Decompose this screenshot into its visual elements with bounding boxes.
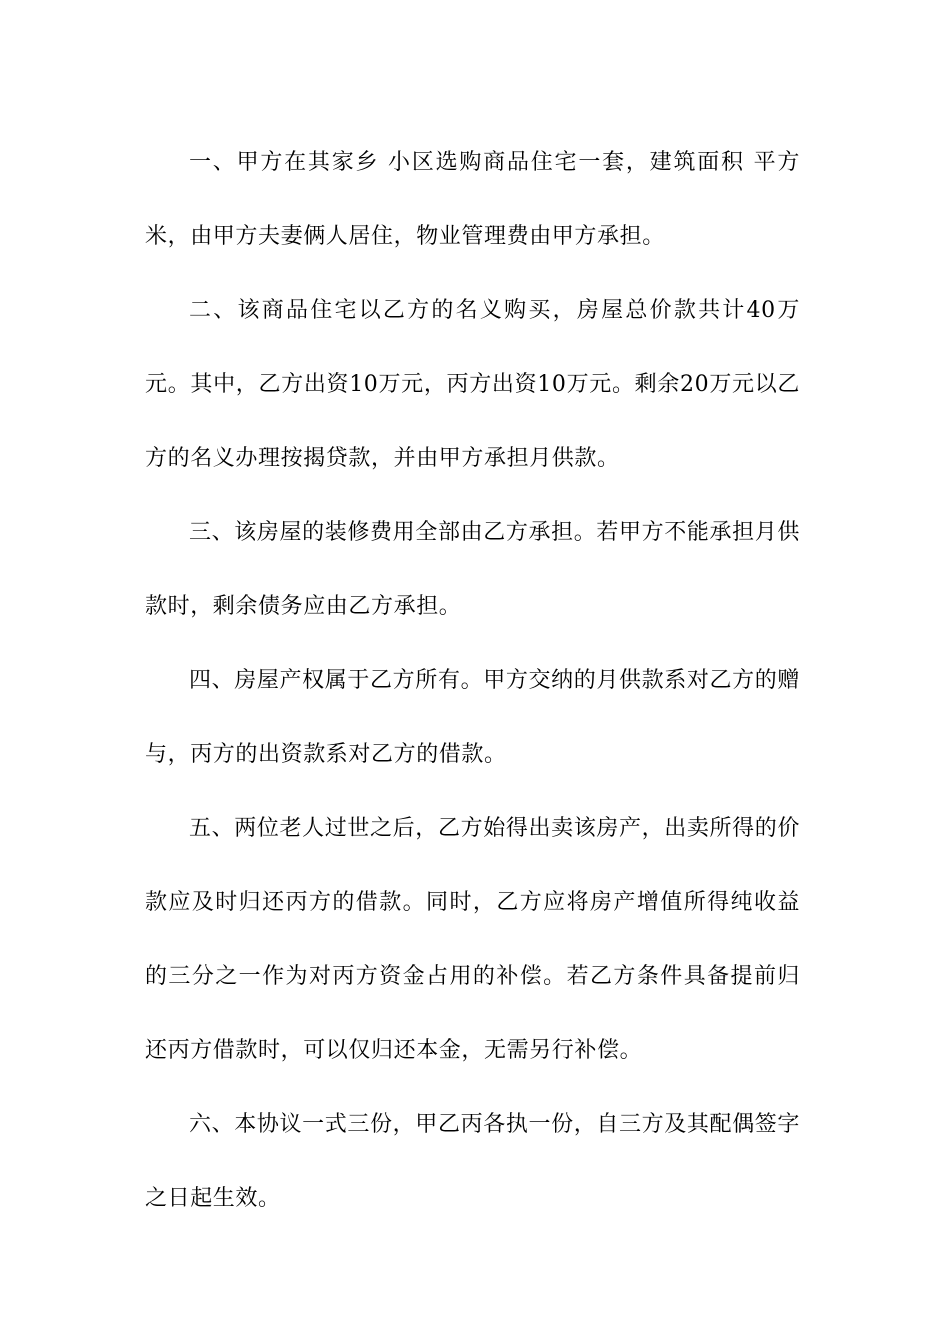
agreement-body: [145, 126, 800, 1236]
clause-6-paragraph: 六、本协议一式三份，甲乙丙各执一份，自三方及其配偶签字之日起生效。: [145, 1112, 800, 1211]
clause-3-paragraph: 三、该房屋的装修费用全部由乙方承担。若甲方不能承担月供款时，剩余债务应由乙方承担。: [145, 520, 800, 619]
clause-1-paragraph: 一、甲方在其家乡 小区选购商品住宅一套，建筑面积 平方米，由甲方夫妻俩人居住，物业管理费由甲方承担。: [145, 150, 800, 249]
clause-5-paragraph: 五、两位老人过世之后，乙方始得出卖该房产，出卖所得的价款应及时归还丙方的借款。同时，乙方应将房产增值所得纯收益的三分之一作为对丙方资金占用的补偿。若乙方条件具备提前归还丙方借款时，可以仅归还本金，无需另行补偿。: [145, 816, 800, 1063]
clause-4-paragraph: 四、房屋产权属于乙方所有。甲方交纳的月供款系对乙方的赠与，丙方的出资款系对乙方的借款。: [145, 668, 800, 767]
clause-2-paragraph: 二、该商品住宅以乙方的名义购买，房屋总价款共计40万元。其中，乙方出资10万元，丙方出资10万元。剩余20万元以乙方的名义办理按揭贷款，并由甲方承担月供款。: [145, 298, 800, 471]
